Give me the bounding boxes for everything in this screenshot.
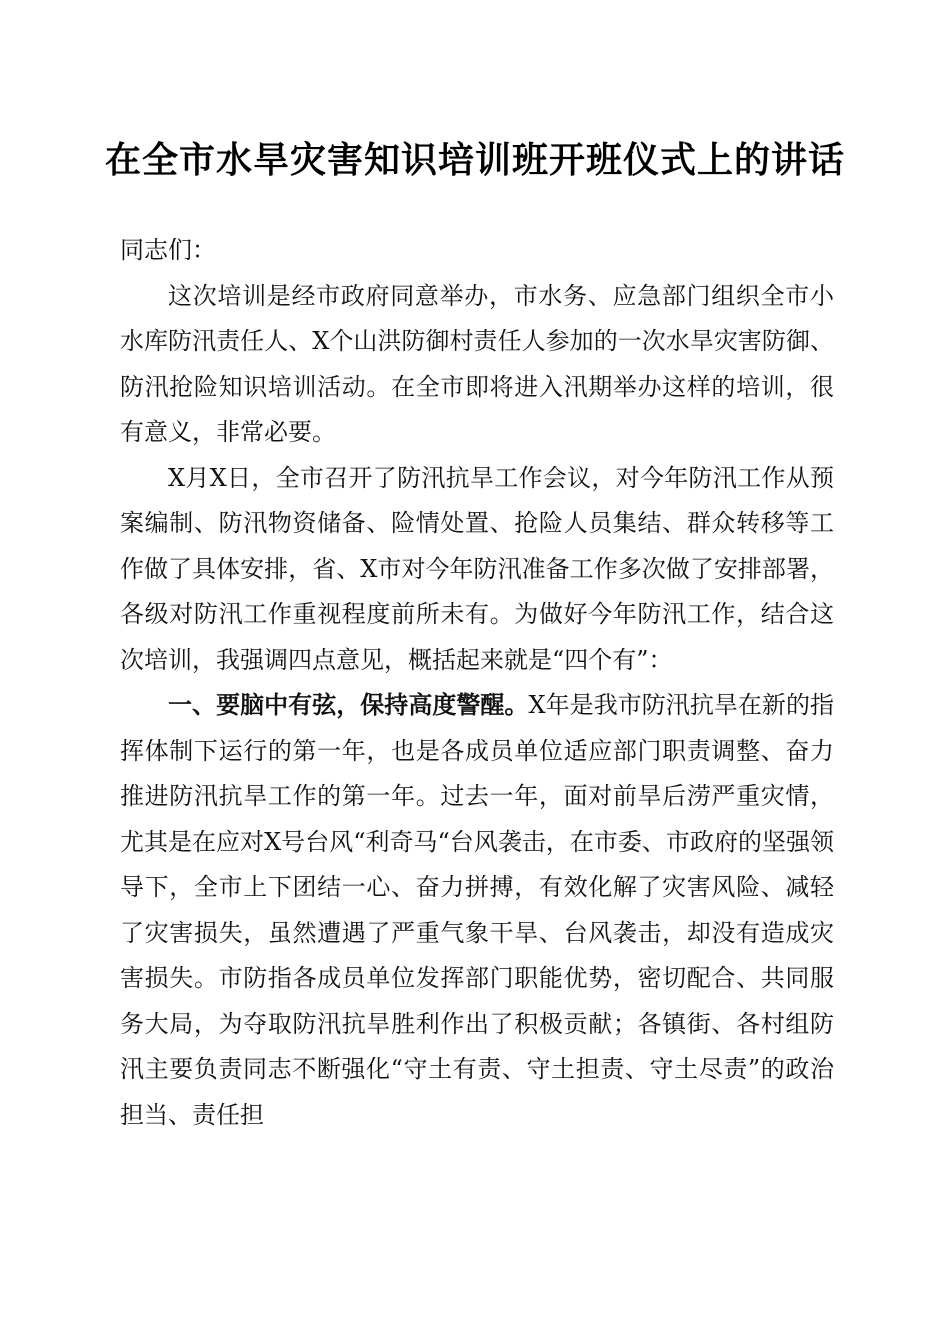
document-title: 在全市水旱灾害知识培训班开班仪式上的讲话	[104, 139, 845, 181]
paragraph-1: 这次培训是经市政府同意举办，市水务、应急部门组织全市小水库防汛责任人、X个山洪防御村责任人参加的一次水旱灾害防御、防汛抢险知识培训活动。在全市即将进入汛期举办这样的培训，很有意义，非常必要。	[120, 281, 834, 446]
section-heading-1: 一、要脑中有弦，保持高度警醒。	[168, 691, 529, 719]
salutation: 同志们：	[120, 236, 216, 264]
paragraph-2: X月X日，全市召开了防汛抗旱工作会议，对今年防汛工作从预案编制、防汛物资储备、险情处置、抢险人员集结、群众转移等工作做了具体安排，省、X市对今年防汛准备工作多次做了安排部署，各级对防汛工作重视程度前所未有。为做好今年防汛工作，结合这次培训，我强调四点意见，概括起来就是“四个有”：	[120, 463, 834, 674]
paragraph-3	[120, 683, 834, 1138]
paragraph-3-text: X年是我市防汛抗旱在新的指挥体制下运行的第一年，也是各成员单位适应部门职责调整、奋力推进防汛抗旱工作的第一年。过去一年，面对前旱后涝严重灾情，尤其是在应对X号台风“利奇马“台风袭击，在市委、市政府的坚强领导下，全市上下团结一心、奋力拼搏，有效化解了灾害风险、减轻了灾害损失，虽然遭遇了严重气象干旱、台风袭击，却没有造成灾害损失。市防指各成员单位发挥部门职能优势，密切配合、共同服务大局，为夺取防汛抗旱胜利作出了积极贡献；各镇街、各村组防汛主要负责同志不断强化“守土有责、守土担责、守土尽责”的政治担当、责任担	[120, 691, 835, 1129]
document-body	[120, 228, 834, 1138]
